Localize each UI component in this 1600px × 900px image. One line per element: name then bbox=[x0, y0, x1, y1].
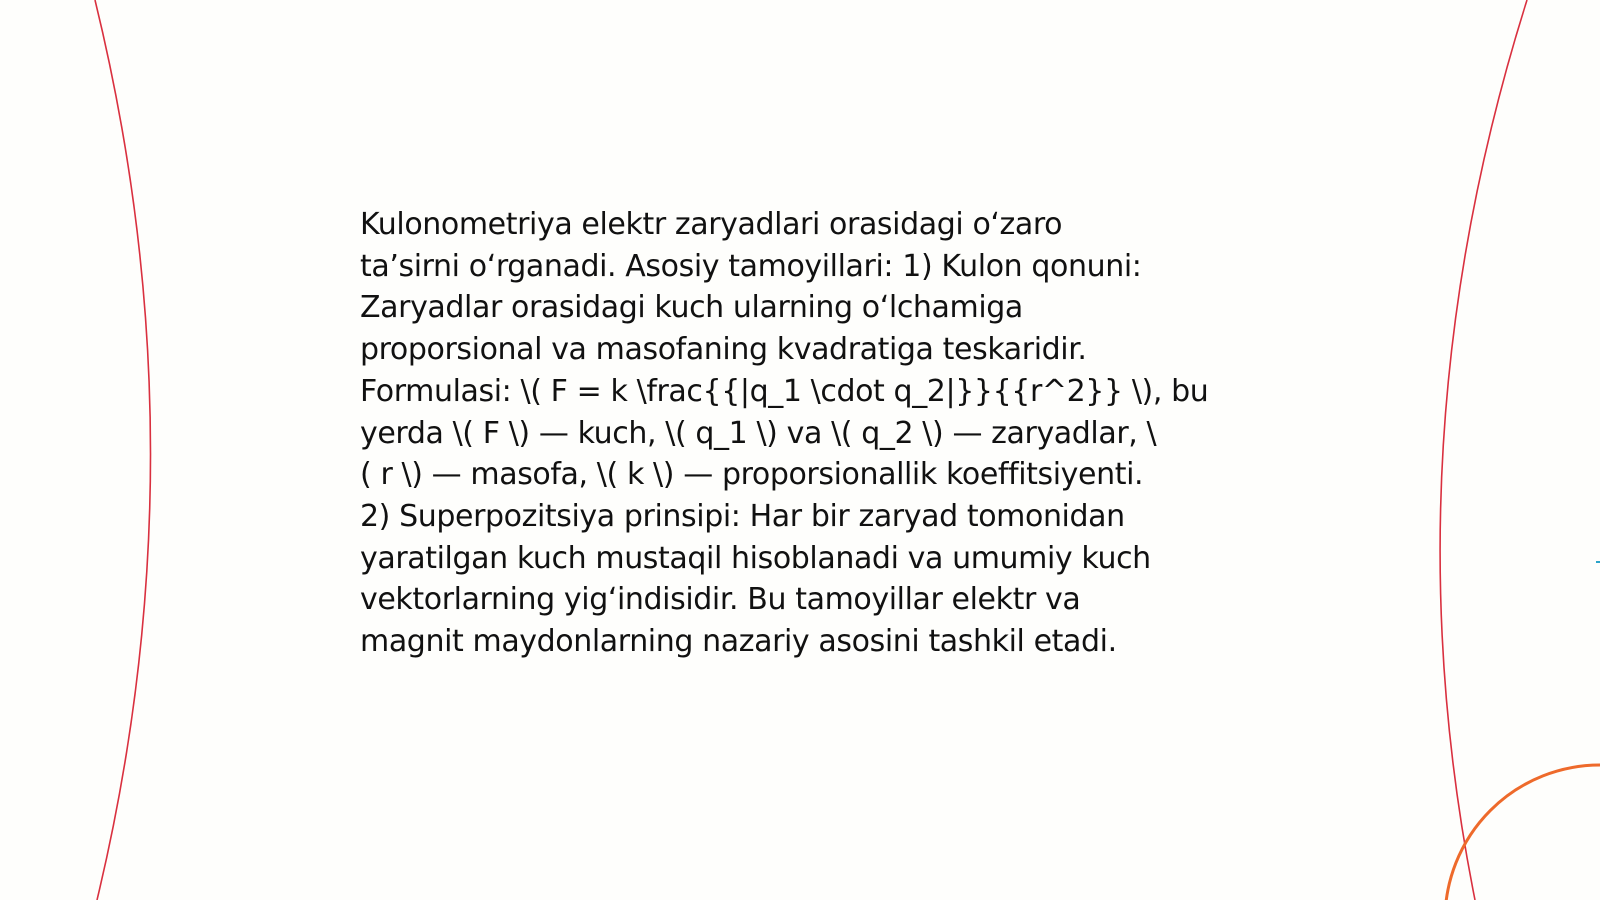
left-arc-curve bbox=[95, 0, 151, 900]
slide-body-text: Kulonometriya elektr zaryadlari orasidagi o‘zaro ta’sirni o‘rganadi. Asosiy tamoyillari: 1) Kulon qonuni: Zaryadlar orasidagi kuch ularning o‘lchamiga proporsional va masofaning kvadratiga teskaridir. Formulasi: \( F = k \frac{{|q_1 \cdot q_2|}}{{r^2}} \), bu yerda \( F \) — kuch, \( q_1 \) va \( q_2 \) — zaryadlar, \ ( r \) — masofa, \( k \) — proporsionallik koeffitsiyenti. 2) Superpozitsiya prinsipi: Har bir zaryad tomonidan yaratilgan kuch mustaqil hisoblanadi va umumiy kuch vektorlarning yig‘indisidir. Bu tamoyillar elektr va magnit maydonlarning nazariy asosini tashkil etadi. bbox=[360, 207, 1209, 660]
right-arc-curve bbox=[1440, 0, 1527, 900]
orange-circle-arc bbox=[1445, 765, 1600, 900]
